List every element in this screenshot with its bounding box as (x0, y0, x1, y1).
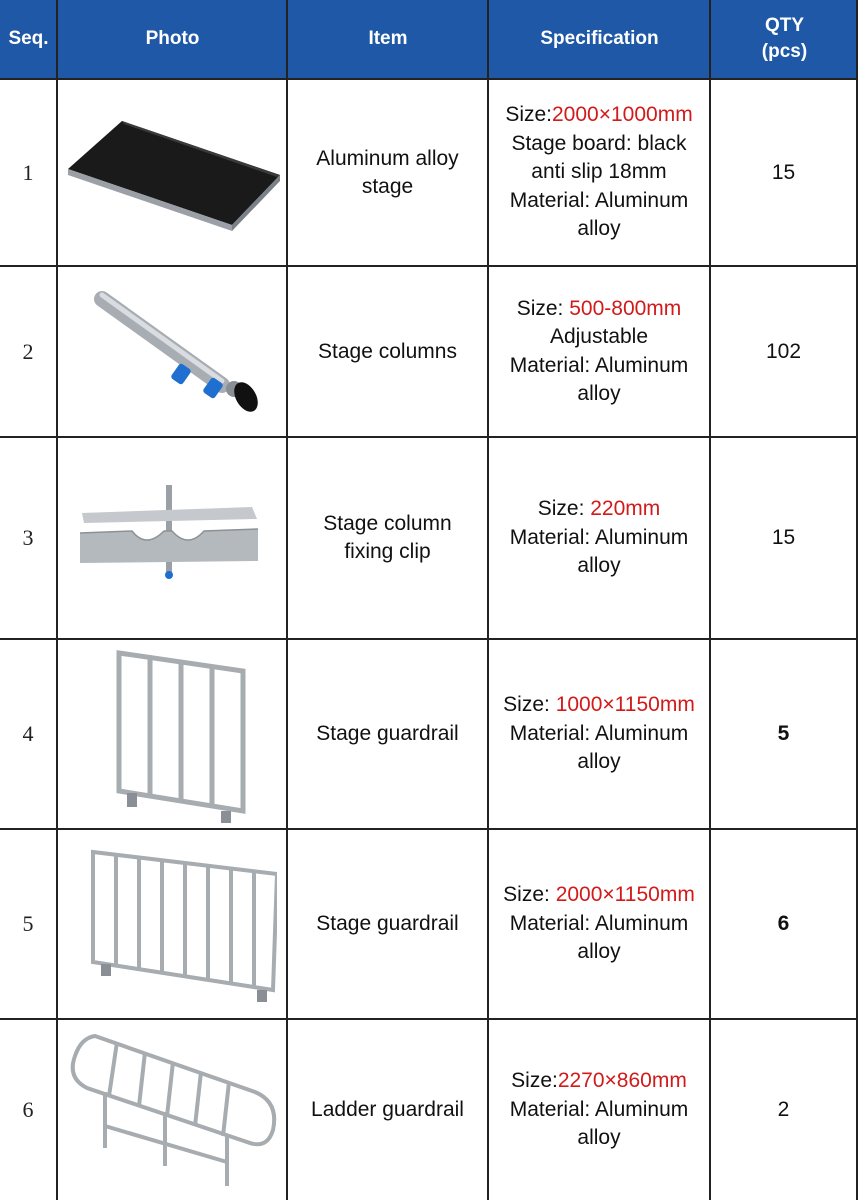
spec-line: alloy (577, 382, 621, 405)
size-value: 2270×860mm (557, 1069, 687, 1093)
qty-cell: 2 (777, 1098, 790, 1121)
header-qty-line1: QTY (764, 15, 805, 36)
spec-line: anti slip 18mm (531, 160, 667, 184)
size-value: 2000×1150mm (555, 883, 695, 907)
item-name-line1: Ladder guardrail (311, 1098, 464, 1121)
item-name-line2: stage (361, 174, 414, 198)
size-value: 2000×1000mm (552, 103, 693, 127)
item-name-line2: fixing clip (344, 540, 431, 563)
ladder-guardrail-icon (58, 1020, 286, 1200)
item-cell (288, 830, 487, 1018)
item-name-line1: Stage guardrail (316, 912, 459, 935)
seq-cell: 3 (22, 525, 34, 550)
item-cell (288, 1020, 487, 1200)
stage-column-icon (58, 267, 286, 436)
spec-size: Size: 2000×1150mm (503, 883, 695, 907)
seq-cell: 1 (22, 159, 34, 185)
qty-cell: 6 (777, 912, 790, 935)
spec-cell (489, 1020, 709, 1200)
spec-line: Material: Aluminum (509, 525, 689, 549)
spec-line: alloy (577, 217, 621, 241)
spec-line: alloy (577, 940, 621, 964)
size-value: 1000×1150mm (555, 693, 695, 717)
guardrail-small-icon (58, 640, 286, 828)
spec-line: alloy (577, 750, 621, 774)
header-specification: Specification (540, 28, 659, 49)
spec-line: Stage board: black (511, 131, 687, 155)
item-cell (288, 80, 487, 265)
stage-board-icon (58, 80, 286, 265)
spec-size: Size:2270×860mm (511, 1069, 687, 1093)
qty-cell: 5 (777, 722, 790, 745)
table-header (0, 0, 858, 80)
item-name-line1: Stage columns (318, 339, 457, 363)
spec-line: Material: Aluminum (509, 721, 689, 745)
spec-line: alloy (577, 554, 621, 578)
guardrail-large-icon (58, 830, 286, 1018)
spec-cell (489, 267, 709, 436)
spec-size: Size:2000×1000mm (505, 103, 693, 127)
spec-line: Material: Aluminum (509, 188, 689, 212)
spec-cell (489, 80, 709, 265)
size-value: 220mm (590, 497, 661, 521)
spec-line: Material: Aluminum (509, 911, 689, 935)
seq-cell: 4 (22, 721, 34, 746)
spec-line: Material: Aluminum (509, 1097, 689, 1121)
spec-size: Size: 500-800mm (516, 296, 682, 320)
spec-line: Adjustable (549, 325, 649, 348)
item-cell (288, 438, 487, 638)
header-qty (711, 0, 858, 78)
item-name-line1: Stage guardrail (316, 722, 459, 745)
header-photo: Photo (145, 28, 200, 49)
header-item: Item (368, 28, 408, 49)
spec-line: alloy (577, 1126, 621, 1150)
seq-cell: 6 (22, 1097, 34, 1122)
spec-size: Size: 1000×1150mm (503, 693, 695, 717)
qty-cell: 15 (771, 526, 796, 549)
size-value: 500-800mm (569, 296, 682, 320)
qty-cell: 102 (765, 339, 802, 363)
item-name-line1: Aluminum alloy (316, 146, 459, 170)
seq-cell: 2 (22, 338, 34, 364)
header-seq: Seq. (8, 28, 49, 49)
header-qty-line2: (pcs) (761, 41, 808, 62)
spec-line: Material: Aluminum (509, 353, 689, 377)
item-cell (288, 267, 487, 436)
spec-size: Size: 220mm (537, 497, 661, 521)
spec-cell (489, 438, 709, 638)
item-cell (288, 640, 487, 828)
spec-cell (489, 830, 709, 1018)
seq-cell: 5 (22, 911, 34, 936)
item-name-line1: Stage column (323, 512, 452, 535)
qty-cell: 15 (771, 160, 796, 184)
spec-cell (489, 640, 709, 828)
fixing-clip-icon (58, 438, 286, 638)
